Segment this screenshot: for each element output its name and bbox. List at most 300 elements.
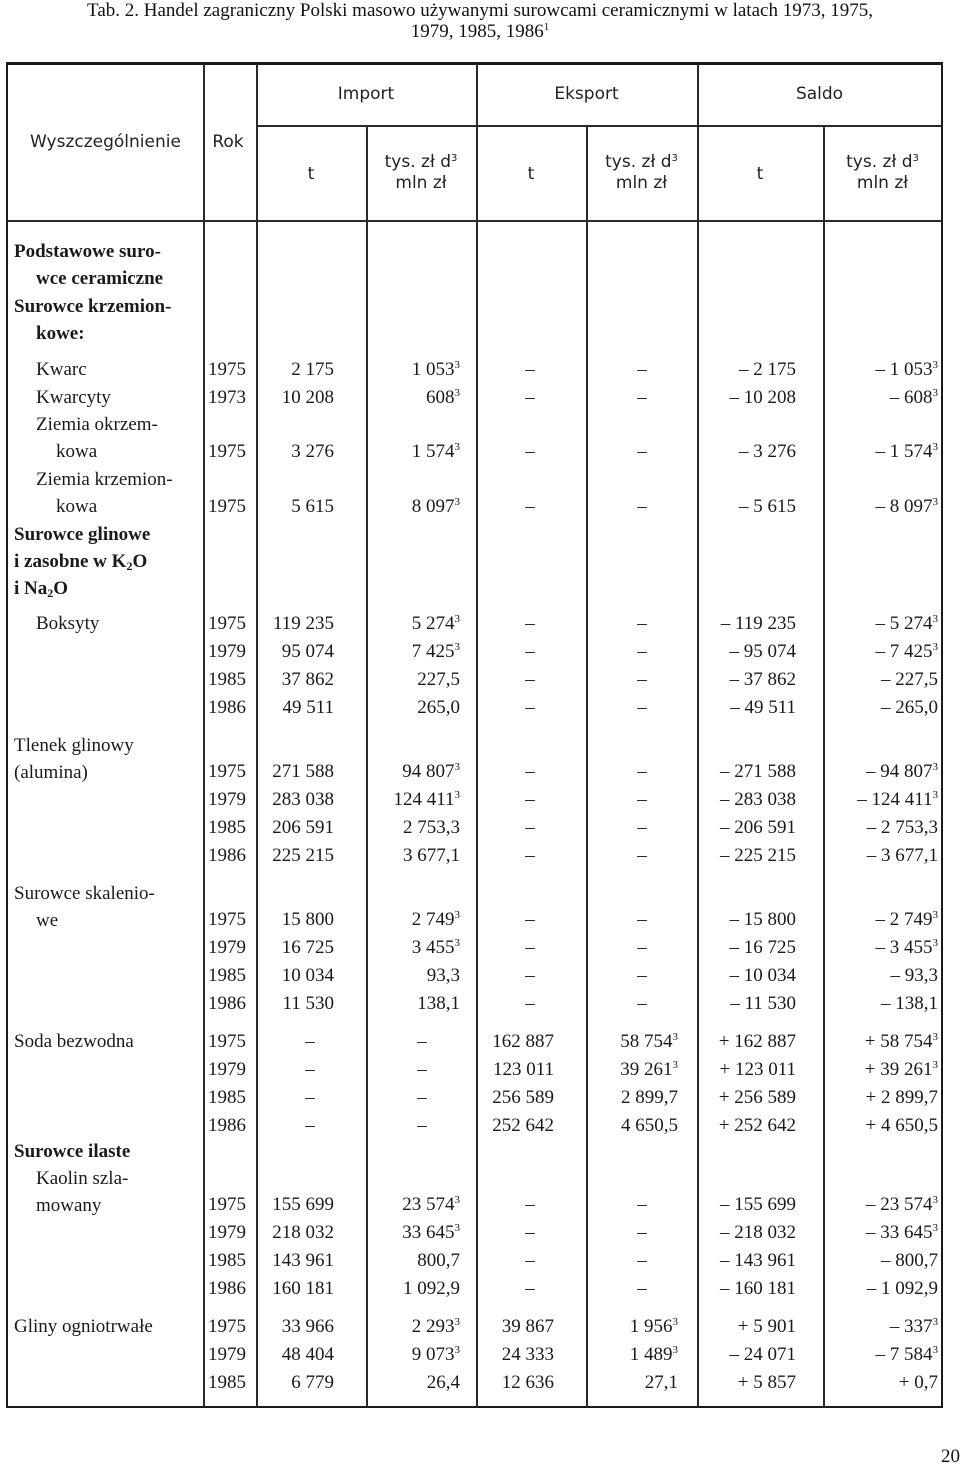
cell-value: – 3 276 [739,441,796,462]
cell-sv-kwarcyty-1973 [828,384,938,411]
cell-value: 1985 [208,669,246,690]
cell-value: – 2 749 [875,909,933,930]
label-line: Tlenek glinowy [14,735,134,756]
cell-et-gliny-1975 [478,1313,554,1340]
cell-footnote-mark: 3 [454,441,460,453]
cell-it-boksyty-1979 [260,638,334,665]
cell-value: 1 956 [629,1316,673,1337]
cell-value: 1975 [208,1031,246,1052]
cell-value: – 5 615 [739,496,796,517]
caption-line-2 [0,21,960,42]
cell-footnote-mark: 3 [454,789,460,801]
cell-sv-soda-1986 [828,1112,938,1139]
cell-value: 256 589 [492,1087,554,1108]
cell-st-kwarcyty-1973 [700,384,796,411]
cell-value: – [525,1250,535,1271]
cell-iv-ziemia-okrzem-1975 [366,438,460,465]
cell-st-tlenek-1975 [700,758,796,785]
label-surowce-glinowe [14,521,150,602]
cell-value: – 160 181 [720,1278,796,1299]
cell-et-skal-1975 [500,906,560,933]
cell-et-kwarc-1975 [500,356,560,383]
cell-footnote-mark: 3 [454,761,460,773]
label-line: O [132,551,148,572]
cell-iv-kaolin-1986 [366,1275,460,1302]
cell-value: – [305,1059,315,1080]
cell-it-gliny-1979 [260,1341,334,1368]
cell-et-soda-1979 [478,1056,554,1083]
cell-value: – 225 215 [720,845,796,866]
cell-yr-gliny-1985 [208,1369,254,1396]
cell-value: + 39 261 [864,1059,933,1080]
cell-sv-kaolin-1979 [828,1219,938,1246]
cell-it-boksyty-1975 [260,610,334,637]
cell-footnote-mark: 3 [932,1194,938,1206]
unit-value-sup: 3 [671,153,678,164]
cell-iv-kwarc-1975 [366,356,460,383]
cell-value: 49 511 [282,697,334,718]
cell-st-boksyty-1975 [700,610,796,637]
cell-yr-boksyty-1985 [208,666,254,693]
cell-yr-soda-1975 [208,1028,254,1055]
cell-value: 155 699 [272,1194,334,1215]
cell-st-ziemia-okrzem-1975 [700,438,796,465]
label-gliny-ogniotrwale: Gliny ogniotrwałe [14,1316,153,1337]
cell-ev-soda-1979 [588,1056,678,1083]
cell-yr-tlenek-1985 [208,814,254,841]
cell-value: 271 588 [272,761,334,782]
cell-value: – 124 411 [857,789,933,810]
cell-value: 39 261 [620,1059,673,1080]
cell-value: – 1 092,9 [866,1278,938,1299]
cell-st-skal-1979 [700,934,796,961]
cell-value: 3 455 [411,937,455,958]
cell-sv-tlenek-1979 [828,786,938,813]
cell-iv-tlenek-1979 [366,786,460,813]
cell-st-skal-1985 [700,962,796,989]
header-import-value [366,152,476,194]
cell-footnote-mark: 3 [932,387,938,399]
header-eksport-t: t [527,164,535,184]
cell-value: – 8 097 [875,496,933,517]
cell-value: 1985 [208,817,246,838]
cell-value: 1985 [208,1372,246,1393]
cell-st-gliny-1985 [700,1369,796,1396]
cell-st-tlenek-1986 [700,842,796,869]
cell-value: – 3 677,1 [866,845,938,866]
header-eksport: Eksport [554,84,619,104]
cell-value: – 10 208 [729,387,796,408]
unit-value-line1: tys. zł d [605,152,672,172]
cell-it-kaolin-1985 [260,1247,334,1274]
cell-st-soda-1986 [700,1112,796,1139]
cell-iv-skal-1986 [366,990,460,1017]
cell-footnote-mark: 3 [932,359,938,371]
cell-ev-skal-1985 [612,962,672,989]
cell-value: + 2 899,7 [865,1087,938,1108]
cell-yr-gliny-1975 [208,1313,254,1340]
cell-value: – 265,0 [881,697,938,718]
header-import-t: t [307,164,315,184]
cell-value: – [637,965,647,986]
cell-it-skal-1985 [260,962,334,989]
cell-et-soda-1986 [478,1112,554,1139]
cell-iv-kwarcyty-1973 [366,384,460,411]
cell-value: 5 615 [291,496,334,517]
caption-years: 1979, 1985, 1986 [410,21,544,42]
cell-st-tlenek-1979 [700,786,796,813]
cell-value: – [637,1222,647,1243]
cell-sv-gliny-1979 [828,1341,938,1368]
cell-value: – [637,1194,647,1215]
cell-it-ziemia-okrzem-1975 [260,438,334,465]
cell-st-skal-1986 [700,990,796,1017]
cell-value: – [525,993,535,1014]
unit-value-line1: tys. zł d [846,152,913,172]
cell-ev-boksyty-1986 [612,694,672,721]
cell-value: + 5 857 [737,1372,796,1393]
label-line: Podstawowe suro- [14,241,161,262]
cell-value: – [637,1278,647,1299]
cell-yr-skal-1986 [208,990,254,1017]
cell-footnote-mark: 3 [454,613,460,625]
cell-iv-boksyty-1986 [366,694,460,721]
cell-footnote-mark: 3 [454,937,460,949]
cell-footnote-mark: 3 [454,496,460,508]
cell-sv-tlenek-1975 [828,758,938,785]
label-line: we [36,910,59,931]
cell-ev-ziemia-okrzem-1975 [612,438,672,465]
cell-value: – [525,965,535,986]
cell-value: 119 235 [272,613,334,634]
cell-value: 3 677,1 [403,845,460,866]
cell-ev-boksyty-1985 [612,666,672,693]
cell-value: – [417,1031,427,1052]
cell-ev-soda-1985 [588,1084,678,1111]
cell-sv-skal-1975 [828,906,938,933]
cell-value: – [305,1115,315,1136]
cell-et-gliny-1979 [478,1341,554,1368]
cell-value: – [525,761,535,782]
cell-value: – 283 038 [720,789,796,810]
cell-value: 1975 [208,1316,246,1337]
cell-ev-soda-1986 [588,1112,678,1139]
cell-iv-soda-1986 [392,1112,452,1139]
label-kwarcyty: Kwarcyty [36,387,111,408]
cell-footnote-mark: 3 [454,387,460,399]
cell-value: – 33 645 [866,1222,933,1243]
header-import: Import [337,84,395,104]
cell-footnote-mark: 3 [932,761,938,773]
cell-yr-tlenek-1979 [208,786,254,813]
cell-it-skal-1979 [260,934,334,961]
cell-value: – 93,3 [890,965,938,986]
label-kwarc: Kwarc [36,359,87,380]
cell-value: 1975 [208,496,246,517]
cell-value: 1986 [208,845,246,866]
cell-iv-kaolin-1975 [366,1191,460,1218]
label-ziemia-okrzemkowa [36,411,158,465]
cell-ev-skal-1986 [612,990,672,1017]
cell-it-gliny-1985 [260,1369,334,1396]
cell-value: 1979 [208,937,246,958]
cell-value: 5 274 [411,613,455,634]
cell-iv-kaolin-1985 [366,1247,460,1274]
cell-value: 4 650,5 [621,1115,678,1136]
cell-et-tlenek-1986 [500,842,560,869]
label-line: i zasobne w K [14,551,127,572]
label-sub: 2 [126,559,133,573]
cell-ev-kaolin-1986 [612,1275,672,1302]
cell-sv-soda-1985 [828,1084,938,1111]
cell-value: – 800,7 [881,1250,938,1271]
cell-value: – [637,697,647,718]
cell-footnote-mark: 3 [672,1344,678,1356]
cell-st-kaolin-1986 [700,1275,796,1302]
cell-it-kaolin-1986 [260,1275,334,1302]
cell-value: – [637,641,647,662]
cell-st-soda-1975 [700,1028,796,1055]
cell-value: – [525,697,535,718]
cell-sv-boksyty-1975 [828,610,938,637]
cell-value: 1986 [208,993,246,1014]
cell-value: 94 807 [402,761,455,782]
cell-iv-boksyty-1979 [366,638,460,665]
cell-st-soda-1985 [700,1084,796,1111]
cell-value: – [637,669,647,690]
cell-et-soda-1975 [478,1028,554,1055]
cell-sv-skal-1986 [828,990,938,1017]
cell-sv-soda-1979 [828,1056,938,1083]
cell-value: 1975 [208,359,246,380]
cell-value: 1986 [208,697,246,718]
cell-value: – 143 961 [720,1250,796,1271]
cell-sv-ziemia-krzem-1975 [828,493,938,520]
cell-value: 1973 [208,387,246,408]
cell-st-kaolin-1985 [700,1247,796,1274]
cell-it-tlenek-1975 [260,758,334,785]
cell-st-kwarc-1975 [700,356,796,383]
cell-ev-kaolin-1975 [612,1191,672,1218]
cell-st-ziemia-krzem-1975 [700,493,796,520]
cell-value: 9 073 [411,1344,455,1365]
caption-footnote-mark: 1 [543,21,550,33]
cell-footnote-mark: 3 [932,1316,938,1328]
cell-value: 1985 [208,965,246,986]
cell-value: 225 215 [272,845,334,866]
cell-value: – 94 807 [866,761,933,782]
cell-value: 27,1 [644,1372,678,1393]
cell-sv-skal-1985 [828,962,938,989]
cell-value: 206 591 [272,817,334,838]
cell-value: 24 333 [501,1344,554,1365]
cell-value: – 337 [889,1316,933,1337]
cell-value: 58 754 [620,1031,673,1052]
label-line: Surowce skalenio- [14,883,155,904]
cell-yr-soda-1985 [208,1084,254,1111]
cell-footnote-mark: 3 [454,1222,460,1234]
cell-sv-boksyty-1985 [828,666,938,693]
cell-ev-kaolin-1979 [612,1219,672,1246]
cell-yr-kaolin-1986 [208,1275,254,1302]
label-kaolin [36,1165,128,1219]
cell-value: – 3 455 [875,937,933,958]
cell-value: 2 753,3 [403,817,460,838]
cell-value: 1975 [208,1194,246,1215]
unit-value-sup: 3 [450,153,458,164]
cell-st-gliny-1979 [700,1341,796,1368]
cell-iv-ziemia-krzem-1975 [366,493,460,520]
cell-yr-skal-1979 [208,934,254,961]
cell-value: + 256 589 [718,1087,796,1108]
divider-col-rok [203,64,205,1407]
unit-value-sup: 3 [912,153,919,164]
cell-value: – 119 235 [720,613,796,634]
cell-value: 1 489 [629,1344,673,1365]
cell-it-soda-1985 [280,1084,340,1111]
cell-value: 3 276 [291,441,334,462]
cell-footnote-mark: 3 [932,496,938,508]
header-subdivider [256,125,942,127]
cell-et-kaolin-1986 [500,1275,560,1302]
cell-footnote-mark: 3 [932,1222,938,1234]
cell-et-boksyty-1979 [500,638,560,665]
cell-et-boksyty-1975 [500,610,560,637]
cell-yr-boksyty-1986 [208,694,254,721]
header-rok: Rok [212,132,244,152]
cell-it-boksyty-1985 [260,666,334,693]
cell-value: 12 636 [501,1372,554,1393]
cell-sv-skal-1979 [828,934,938,961]
label-line: Kaolin szla- [36,1168,129,1189]
cell-value: – [525,669,535,690]
cell-value: – 11 530 [730,993,796,1014]
label-line: Surowce krzemion- [14,296,172,317]
label-line: O [53,578,69,599]
unit-value-line2: mln zł [615,173,668,193]
cell-value: – [525,359,535,380]
cell-value: – 155 699 [720,1194,796,1215]
label-ziemia-krzemionkowa [36,466,173,520]
cell-value: – [637,993,647,1014]
cell-value: 33 645 [402,1222,455,1243]
cell-value: – [637,359,647,380]
cell-value: 16 725 [281,937,334,958]
cell-et-skal-1979 [500,934,560,961]
caption-line-1: Tab. 2. Handel zagraniczny Polski masowo używanymi surowcami ceramicznymi w latach 1973, 1975, [87,0,873,21]
cell-yr-kaolin-1979 [208,1219,254,1246]
cell-footnote-mark: 3 [932,1031,938,1043]
cell-et-kaolin-1975 [500,1191,560,1218]
cell-yr-tlenek-1975 [208,758,254,785]
cell-value: 95 074 [281,641,334,662]
divider-col-eksport [476,64,478,1407]
cell-value: – 24 071 [729,1344,796,1365]
cell-sv-ziemia-okrzem-1975 [828,438,938,465]
cell-footnote-mark: 3 [454,909,460,921]
cell-value: 48 404 [281,1344,334,1365]
cell-it-gliny-1975 [260,1313,334,1340]
cell-it-ziemia-krzem-1975 [260,493,334,520]
cell-value: + 123 011 [719,1059,796,1080]
cell-yr-skal-1985 [208,962,254,989]
label-line: (alumina) [14,762,88,783]
cell-value: – 49 511 [730,697,796,718]
cell-value: – [525,1194,535,1215]
cell-footnote-mark: 3 [932,937,938,949]
cell-st-soda-1979 [700,1056,796,1083]
cell-footnote-mark: 3 [932,789,938,801]
cell-value: 2 293 [411,1316,455,1337]
cell-value: – 15 800 [729,909,796,930]
label-line: Surowce glinowe [14,524,151,545]
cell-value: + 58 754 [864,1031,933,1052]
cell-footnote-mark: 3 [932,1344,938,1356]
cell-sv-kwarc-1975 [828,356,938,383]
cell-value: – [637,845,647,866]
cell-value: – 206 591 [720,817,796,838]
cell-it-soda-1979 [280,1056,340,1083]
unit-value-line2: mln zł [856,173,909,193]
cell-it-soda-1986 [280,1112,340,1139]
label-boksyty: Boksyty [36,613,100,634]
cell-value: + 252 642 [718,1115,796,1136]
cell-value: 10 208 [281,387,334,408]
cell-value: + 0,7 [898,1372,938,1393]
cell-sv-kaolin-1975 [828,1191,938,1218]
cell-et-kaolin-1979 [500,1219,560,1246]
cell-value: 33 966 [281,1316,334,1337]
cell-value: – [525,789,535,810]
cell-value: – 218 032 [720,1222,796,1243]
header-eksport-value [586,152,697,194]
table-caption [0,0,960,42]
cell-value: 1979 [208,789,246,810]
cell-value: – [417,1059,427,1080]
cell-value: 227,5 [417,669,460,690]
cell-ev-gliny-1975 [588,1313,678,1340]
cell-iv-tlenek-1975 [366,758,460,785]
cell-value: – [525,641,535,662]
cell-sv-soda-1975 [828,1028,938,1055]
cell-value: 1985 [208,1087,246,1108]
cell-ev-kwarc-1975 [612,356,672,383]
cell-footnote-mark: 3 [672,1316,678,1328]
cell-value: – [637,613,647,634]
header-bottom-rule [6,220,942,222]
label-line: wce ceramiczne [36,268,164,289]
cell-value: – 16 725 [729,937,796,958]
cell-footnote-mark: 3 [454,641,460,653]
cell-value: – [525,1278,535,1299]
cell-value: – 7 425 [875,641,933,662]
cell-it-soda-1975 [280,1028,340,1055]
cell-ev-tlenek-1986 [612,842,672,869]
cell-yr-ziemia-okrzem-1975 [208,438,254,465]
cell-footnote-mark: 3 [672,1031,678,1043]
cell-value: 1 574 [411,441,455,462]
cell-yr-kwarcyty-1973 [208,384,254,411]
cell-st-kaolin-1979 [700,1219,796,1246]
cell-iv-skal-1985 [366,962,460,989]
cell-value: – [525,937,535,958]
cell-ev-gliny-1985 [588,1369,678,1396]
cell-et-ziemia-okrzem-1975 [500,438,560,465]
cell-st-boksyty-1985 [700,666,796,693]
cell-iv-soda-1985 [392,1084,452,1111]
cell-yr-ziemia-krzem-1975 [208,493,254,520]
cell-it-kwarc-1975 [260,356,334,383]
